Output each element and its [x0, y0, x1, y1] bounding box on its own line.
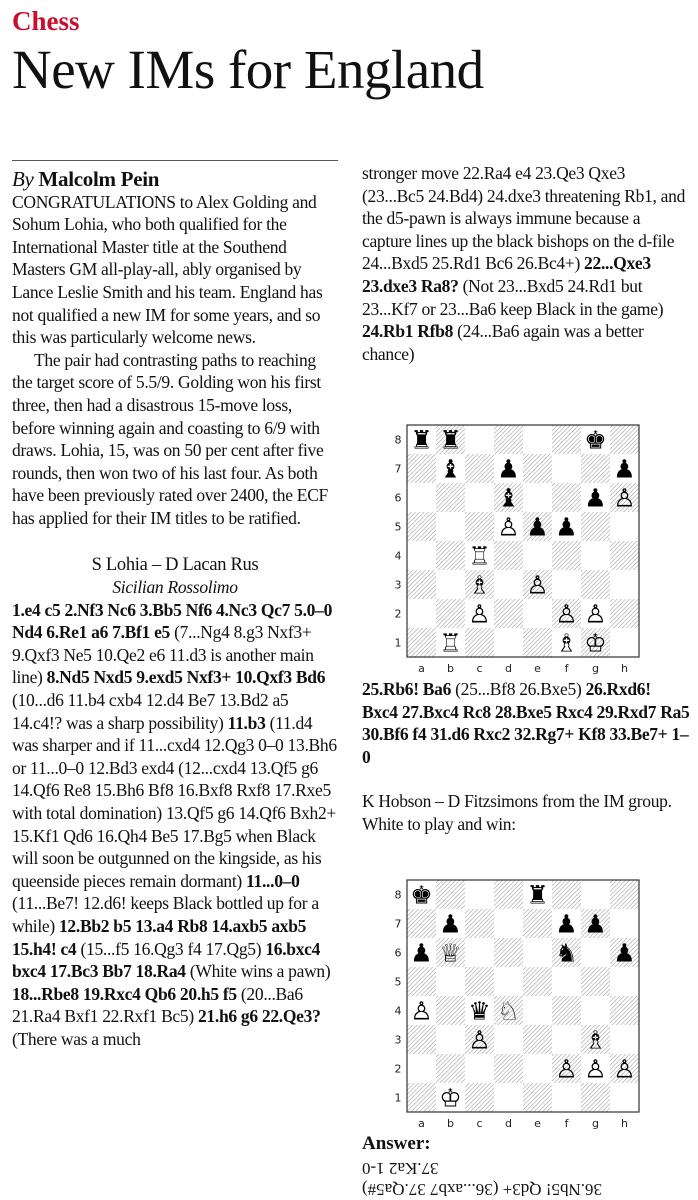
divider [12, 160, 338, 161]
square-h2 [610, 599, 639, 628]
section-label: Chess [12, 6, 80, 36]
rank-label: 3 [394, 578, 402, 592]
chess-piece-e5: ♟ [526, 512, 549, 542]
chessboard-puzzle-position [385, 870, 675, 1130]
move-segment: 1.e4 c5 2.Nf3 Nc6 3.Bb5 Nf6 4.Nc3 Qc7 5.0–0 Nd4 6.Re1 a6 7.Bf1 e5 [12, 599, 333, 643]
chessboard-2 [385, 870, 675, 1130]
answer-line-2: 37.Ka2 1-0 [362, 1159, 439, 1178]
chess-piece-f6: ♞ [555, 938, 578, 968]
chess-piece-e8: ♜ [526, 880, 549, 910]
square-e7 [523, 909, 552, 938]
chess-piece-g7: ♟ [584, 909, 607, 939]
square-h4 [610, 996, 639, 1025]
move-segment: 18...Rbe8 19.Rxc4 Qb6 20.h5 f5 [12, 983, 237, 1004]
square-b4 [436, 996, 465, 1025]
byline [12, 168, 338, 191]
square-a5 [407, 967, 436, 996]
square-c8 [465, 425, 494, 454]
square-a5 [407, 512, 436, 541]
square-b2 [436, 599, 465, 628]
square-g1 [581, 1083, 610, 1112]
chessboard-1 [385, 415, 675, 675]
move-segment: (Not 23...Bxd5 24.Rd1 but 23...Kf7 or 23...Ba6 keep Black in the game) [362, 275, 664, 319]
square-d2 [494, 1054, 523, 1083]
file-label: a [418, 662, 425, 675]
chess-piece-c4: ♖ [468, 541, 491, 571]
left-column [12, 168, 338, 1051]
chess-piece-b1: ♖ [439, 628, 462, 658]
square-g8 [581, 880, 610, 909]
square-g4 [581, 541, 610, 570]
move-segment: 21.h6 g6 22.Qe3? [197, 1006, 321, 1027]
square-c7 [465, 909, 494, 938]
chess-piece-e3: ♙ [526, 570, 549, 600]
square-g3 [581, 570, 610, 599]
square-f4 [552, 996, 581, 1025]
square-d3 [494, 1025, 523, 1054]
square-c5 [465, 967, 494, 996]
file-label: b [447, 1117, 454, 1130]
rank-label: 3 [394, 1033, 402, 1047]
rank-label: 4 [394, 549, 402, 563]
move-segment: 11.b3 [227, 712, 266, 733]
square-h5 [610, 512, 639, 541]
chess-piece-c3: ♗ [468, 570, 491, 600]
square-h1 [610, 628, 639, 657]
square-e6 [523, 483, 552, 512]
square-f6 [552, 483, 581, 512]
game-moves [12, 599, 338, 1051]
headline: New IMs for England [12, 39, 484, 100]
file-label: c [476, 1117, 483, 1130]
square-d1 [494, 628, 523, 657]
square-c1 [465, 1083, 494, 1112]
file-label: f [564, 1117, 569, 1130]
square-e2 [523, 599, 552, 628]
chess-piece-d5: ♙ [497, 512, 520, 542]
square-g6 [581, 938, 610, 967]
byline-prefix: By [12, 167, 34, 191]
move-segment: (There was a much [12, 1028, 141, 1049]
square-d1 [494, 1083, 523, 1112]
chess-piece-h2: ♙ [613, 1054, 636, 1084]
square-e6 [523, 938, 552, 967]
answer-text-inverted [362, 1158, 682, 1200]
square-a2 [407, 599, 436, 628]
chess-piece-f7: ♟ [555, 909, 578, 939]
square-f3 [552, 1025, 581, 1054]
square-a1 [407, 1083, 436, 1112]
move-segment: (7...Ng4 8.g3 Nxf3+ 9.Qxf3 Ne5 10.Qe2 e6 11.d3 is another main line) [12, 622, 314, 688]
file-label: e [534, 1117, 541, 1130]
chess-piece-f2: ♙ [555, 1054, 578, 1084]
move-segment: stronger move 22.Ra4 e4 23.Qe3 Qxe3 (23...Bc5 24.Bd4) 24.dxe3 threatening Rb1, and the d5-pawn is always immune because a capture lines up the black bishops on the d-file 24...Bxd5 25.Rd1 Bc6 26.Bc4+) [362, 163, 686, 274]
move-segment: (White wins a pawn) [185, 961, 331, 982]
square-e1 [523, 1083, 552, 1112]
square-b5 [436, 512, 465, 541]
move-segment: 16.bxc4 bxc4 17.Bc3 Bb7 18.Ra4 [12, 938, 321, 982]
chess-piece-h6: ♙ [613, 483, 636, 513]
chess-piece-g3: ♗ [584, 1025, 607, 1055]
move-segment: (25...Bf8 26.Bxe5) [451, 679, 586, 699]
chess-piece-b8: ♜ [439, 425, 462, 455]
chess-piece-a8: ♚ [410, 880, 433, 910]
move-segment: 25.Rb6! Ba6 [362, 679, 452, 699]
square-g7 [581, 454, 610, 483]
intro-paragraph-2: The pair had contrasting paths to reaching the target score of 5.5/9. Golding won his first three, then had a disastrous 15-move loss, before winning again and coasting to 6/9 with draws. Lohia, 15, was on 50 per cent after five rounds, then won two of his last four. As both have been previously rated over 2400, the ECF has applied for their IM titles to be ratified. [12, 349, 328, 528]
square-a7 [407, 909, 436, 938]
square-e2 [523, 1054, 552, 1083]
square-f8 [552, 425, 581, 454]
square-c6 [465, 483, 494, 512]
file-label: h [621, 1117, 628, 1130]
rank-label: 1 [394, 636, 402, 650]
after-moves [362, 678, 690, 836]
square-a3 [407, 1025, 436, 1054]
move-segment: 24.Rb1 Rfb8 [362, 321, 454, 342]
game-players: S Lohia – D Lacan Rus [91, 554, 259, 575]
square-f7 [552, 454, 581, 483]
chess-piece-h6: ♟ [613, 938, 636, 968]
rank-label: 4 [394, 1004, 402, 1018]
square-b5 [436, 967, 465, 996]
square-b4 [436, 541, 465, 570]
rank-label: 8 [394, 433, 402, 447]
square-e8 [523, 425, 552, 454]
square-f3 [552, 570, 581, 599]
square-a2 [407, 1054, 436, 1083]
square-h1 [610, 1083, 639, 1112]
chess-piece-f5: ♟ [555, 512, 578, 542]
square-a3 [407, 570, 436, 599]
chess-piece-g1: ♔ [584, 628, 607, 658]
move-segment: 26.Rxd6! Bxc4 27.Bxc4 Rc8 28.Bxe5 Rxc4 29.Rxd7 Ra5 30.Bf6 f4 31.d6 Rxc2 32.Rg7+ Kf8 33.Be7+ 1–0 [362, 679, 690, 767]
rank-label: 2 [394, 607, 402, 621]
puzzle-caption: K Hobson – D Fitzsimons from the IM group. White to play and win: [362, 791, 672, 834]
move-segment: 22...Qxe3 23.dxe3 Ra8? [362, 253, 651, 296]
square-f5 [552, 967, 581, 996]
square-b3 [436, 1025, 465, 1054]
move-segment: 12.Bb2 b5 13.a4 Rb8 14.axb5 axb5 15.h4! c4 [12, 916, 307, 959]
square-c1 [465, 628, 494, 657]
file-label: h [621, 662, 628, 675]
game-moves-continued [362, 162, 690, 365]
chess-piece-d7: ♟ [497, 454, 520, 484]
file-label: d [505, 662, 512, 675]
chess-piece-g2: ♙ [584, 1054, 607, 1084]
square-a1 [407, 628, 436, 657]
rank-label: 8 [394, 888, 402, 902]
move-segment: 8.Nd5 Nxd5 9.exd5 Nxf3+ 10.Qxf3 Bd6 [46, 667, 326, 688]
square-e5 [523, 967, 552, 996]
square-f8 [552, 880, 581, 909]
file-label: d [505, 1117, 512, 1130]
square-d4 [494, 541, 523, 570]
game-moves-finish [362, 678, 690, 768]
square-c8 [465, 880, 494, 909]
square-h4 [610, 541, 639, 570]
square-a4 [407, 541, 436, 570]
chess-piece-g6: ♟ [584, 483, 607, 513]
chess-piece-d6: ♝ [497, 483, 520, 513]
square-e7 [523, 454, 552, 483]
chess-piece-h7: ♟ [613, 454, 636, 484]
square-h5 [610, 967, 639, 996]
square-e4 [523, 541, 552, 570]
square-h8 [610, 425, 639, 454]
square-b8 [436, 880, 465, 909]
file-label: b [447, 662, 454, 675]
square-c2 [465, 1054, 494, 1083]
rank-label: 6 [394, 946, 402, 960]
square-d3 [494, 570, 523, 599]
square-f1 [552, 1083, 581, 1112]
square-a7 [407, 454, 436, 483]
right-column [362, 162, 690, 365]
rank-label: 5 [394, 975, 402, 989]
square-a6 [407, 483, 436, 512]
chess-piece-a8: ♜ [410, 425, 433, 455]
square-b6 [436, 483, 465, 512]
move-segment: (10...d6 11.b4 cxb4 12.d4 Be7 13.Bd2 a5 14.c4!? was a sharp possibility) [12, 690, 289, 733]
square-d8 [494, 880, 523, 909]
square-c7 [465, 454, 494, 483]
chess-piece-g2: ♙ [584, 599, 607, 629]
chess-piece-a4: ♙ [410, 996, 433, 1026]
file-label: e [534, 662, 541, 675]
square-b3 [436, 570, 465, 599]
answer-line-1: 36.Nb5! Qd3+ (36...axb7 37.Qa5#) [362, 1180, 602, 1199]
file-label: c [476, 662, 483, 675]
square-g5 [581, 967, 610, 996]
chess-piece-c3: ♙ [468, 1025, 491, 1055]
file-label: a [418, 1117, 425, 1130]
intro-paragraph-1: CONGRATULATIONS to Alex Golding and Sohum Lohia, who both qualified for the International Master title at the Southend Masters GM all-play-all, ably organised by Lance Leslie Smith and his team. England has not qualified a new IM for some years, and so this was particularly welcome news. [12, 191, 323, 348]
move-segment: (11...Be7! 12.d6! keeps Black bottled up for a while) [12, 893, 319, 936]
chess-piece-d4: ♘ [497, 996, 520, 1026]
file-label: g [592, 1117, 599, 1130]
square-f4 [552, 541, 581, 570]
rank-label: 6 [394, 491, 402, 505]
chess-piece-b7: ♝ [439, 454, 462, 484]
square-e4 [523, 996, 552, 1025]
chess-piece-b1: ♔ [439, 1083, 462, 1113]
file-label: g [592, 662, 599, 675]
square-h3 [610, 1025, 639, 1054]
square-d7 [494, 909, 523, 938]
square-g4 [581, 996, 610, 1025]
chess-piece-c2: ♙ [468, 599, 491, 629]
square-g5 [581, 512, 610, 541]
rank-label: 7 [394, 462, 402, 476]
square-e3 [523, 1025, 552, 1054]
square-c5 [465, 512, 494, 541]
chess-piece-a6: ♟ [410, 938, 433, 968]
square-c6 [465, 938, 494, 967]
square-h3 [610, 570, 639, 599]
rank-label: 2 [394, 1062, 402, 1076]
rank-label: 1 [394, 1091, 402, 1105]
square-h8 [610, 880, 639, 909]
move-segment: (20...Ba6 21.Ra4 Bxf1 22.Rxf1 Bc5) [12, 983, 303, 1027]
move-segment: (15...f5 16.Qg3 f4 17.Qg5) [76, 938, 266, 959]
square-d6 [494, 938, 523, 967]
rank-label: 5 [394, 520, 402, 534]
chess-piece-f2: ♙ [555, 599, 578, 629]
square-d5 [494, 967, 523, 996]
move-segment: 11...0–0 [246, 870, 300, 891]
move-segment: (24...Ba6 again was a better chance) [362, 321, 644, 364]
chess-piece-b7: ♟ [439, 909, 462, 939]
chess-piece-g8: ♚ [584, 425, 607, 455]
answer-label: Answer: [362, 1133, 431, 1154]
byline-author: Malcolm Pein [38, 167, 160, 191]
rank-label: 7 [394, 917, 402, 931]
chess-piece-b6: ♕ [439, 938, 462, 968]
chessboard-game-position [385, 415, 675, 675]
square-h7 [610, 909, 639, 938]
square-d8 [494, 425, 523, 454]
square-d2 [494, 599, 523, 628]
square-e1 [523, 628, 552, 657]
move-segment: (11.d4 was sharper and if 11...cxd4 12.Qg3 0–0 13.Bh6 or 11...0–0 12.Bd3 exd4 (12...cxd4 13.Qf5 g6 14.Qf6 Re8 15.Bh6 Bf8 16.Bxf8 Rxf8 17.Rxe5 with total domination) 13.Qf5 g6 14.Qf6 Bxh2+ 15.Kf1 Qd6 16.Qh4 Be5 17.Bg5 when Black will soon be outgunned on the kingside, as his queenside pieces remain dormant) [12, 712, 337, 891]
game-opening: Sicilian Rossolimo [112, 577, 238, 598]
square-b2 [436, 1054, 465, 1083]
chess-piece-c4: ♛ [468, 996, 491, 1026]
file-label: f [564, 662, 569, 675]
chess-piece-f1: ♗ [555, 628, 578, 658]
